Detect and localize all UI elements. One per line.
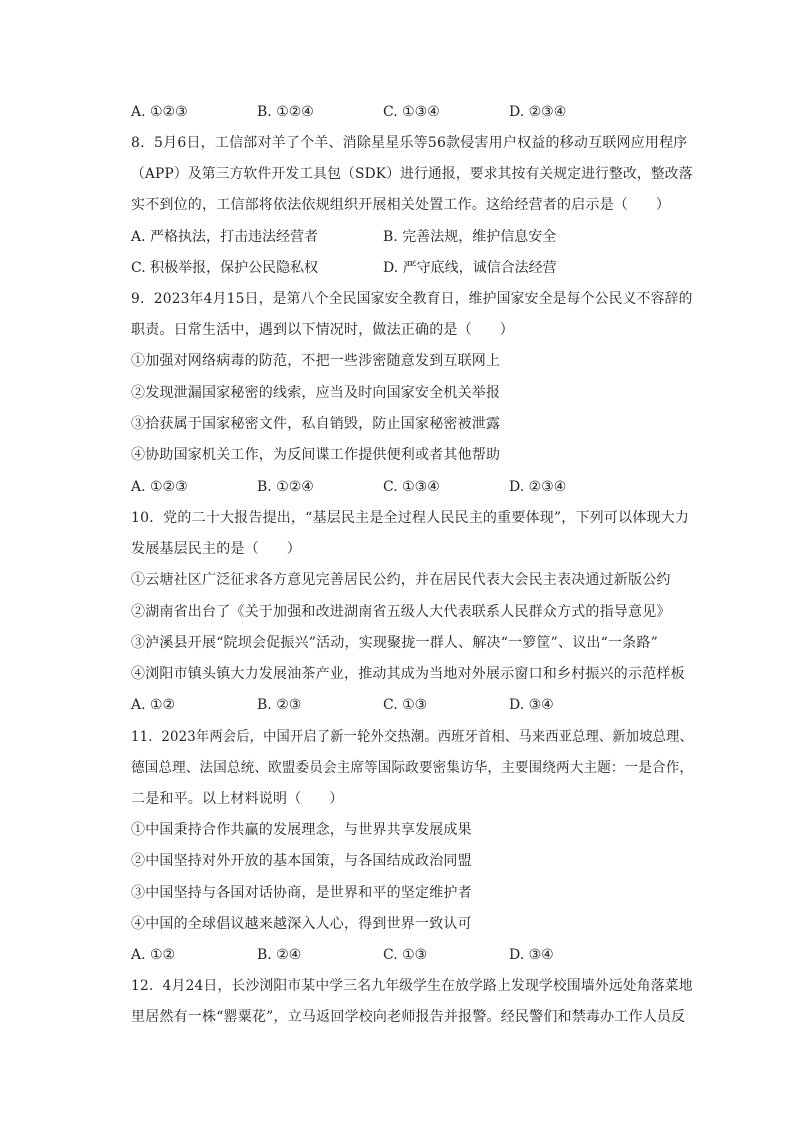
q10-statement: ④浏阳市镇头镇大力发展油茶产业，推动其成为当地对外展示窗口和乡村振兴的示范样板: [131, 666, 685, 682]
q8-stem-line: 实不到位的，工信部将依法依规组织开展相关处置工作。这给经营者的启示是（ ）: [131, 197, 671, 213]
q11-option-d: D. ③④: [509, 947, 554, 963]
q10-option-d: D. ③④: [509, 697, 554, 713]
q10-statement: ③泸溪县开展“院坝会促振兴”活动，实现聚拢一群人、解决“一箩筐”、议出“一条路”: [131, 635, 658, 651]
q10-stem-line: 10. 党的二十大报告提出，“基层民主是全过程人民民主的重要体现”，下列可以体现大力: [131, 510, 690, 526]
q9-statement: ③拾获属于国家秘密文件，私自销毁，防止国家秘密被泄露: [131, 416, 501, 432]
q10-option-b: B. ②③: [257, 697, 302, 713]
q8-option-a: A. 严格执法，打击违法经营者: [131, 229, 319, 245]
q9-stem-line: 职责。日常生活中，遇到以下情况时，做法正确的是（ ）: [131, 322, 514, 338]
q10-statement: ①云塘社区广泛征求各方意见完善居民公约，并在居民代表大会民主表决通过新版公约: [131, 572, 671, 588]
q8-option-d: D. 严守底线，诚信合法经营: [383, 260, 557, 276]
q11-statement: ④中国的全球倡议越来越深入人心，得到世界一致认可: [131, 916, 472, 932]
q11-stem-line: 二是和平。以上材料说明（ ）: [131, 791, 344, 807]
q9-option-c: C. ①③④: [383, 479, 440, 495]
q8-stem-line: （APP）及第三方软件开发工具包（SDK）进行通报，要求其按有关规定进行整改，整改落: [131, 166, 693, 182]
q7-option-a: A. ①②③: [131, 104, 188, 120]
q7-option-d: D. ②③④: [509, 104, 567, 120]
q11-stem-line: 德国总理、法国总统、欧盟委员会主席等国际政要密集访华，主要围绕两大主题：一是合作，: [131, 760, 694, 776]
q11-option-b: B. ②④: [257, 947, 302, 963]
q9-option-b: B. ①②④: [257, 479, 314, 495]
q9-statement: ④协助国家机关工作，为反间谍工作提供便利或者其他帮助: [131, 447, 501, 463]
q12-stem-line: 12. 4月24日，长沙浏阳市某中学三名九年级学生在放学路上发现学校围墙外远处角落菜地: [131, 978, 693, 994]
q11-stem-line: 11. 2023年两会后，中国开启了新一轮外交热潮。西班牙首相、马来西亚总理、新加坡总理、: [131, 729, 693, 745]
q10-stem-line: 发展基层民主的是（ ）: [131, 541, 301, 557]
q8-option-b: B. 完善法规，维护信息安全: [383, 229, 557, 245]
q7-option-c: C. ①③④: [383, 104, 440, 120]
q10-option-a: A. ①②: [131, 697, 176, 713]
q8-stem-line: 8. 5月6日，工信部对羊了个羊、消除星星乐等56款侵害用户权益的移动互联网应用程序: [131, 135, 688, 151]
q10-statement: ②湖南省出台了《关于加强和改进湖南省五级人大代表联系人民群众方式的指导意见》: [131, 604, 671, 620]
q7-option-b: B. ①②④: [257, 104, 314, 120]
q11-statement: ③中国坚持与各国对话协商，是世界和平的坚定维护者: [131, 885, 472, 901]
q12-stem-line: 里居然有一株“罂粟花”，立马返回学校向老师报告并报警。经民警们和禁毒办工作人员反: [131, 1009, 686, 1025]
q11-statement: ①中国秉持合作共赢的发展理念，与世界共享发展成果: [131, 822, 472, 838]
q9-option-a: A. ①②③: [131, 479, 188, 495]
q9-statement: ②发现泄漏国家秘密的线索，应当及时向国家安全机关举报: [131, 385, 501, 401]
q11-option-a: A. ①②: [131, 947, 176, 963]
q10-option-c: C. ①③: [383, 697, 428, 713]
q11-option-c: C. ①③: [383, 947, 428, 963]
q9-stem-line: 9. 2023年4月15日，是第八个全民国家安全教育日，维护国家安全是每个公民义不容辞的: [131, 291, 693, 307]
q11-statement: ②中国坚持对外开放的基本国策，与各国结成政治同盟: [131, 853, 472, 869]
q9-statement: ①加强对网络病毒的防范，不把一些涉密随意发到互联网上: [131, 353, 501, 369]
q9-option-d: D. ②③④: [509, 479, 567, 495]
q8-option-c: C. 积极举报，保护公民隐私权: [131, 260, 319, 276]
